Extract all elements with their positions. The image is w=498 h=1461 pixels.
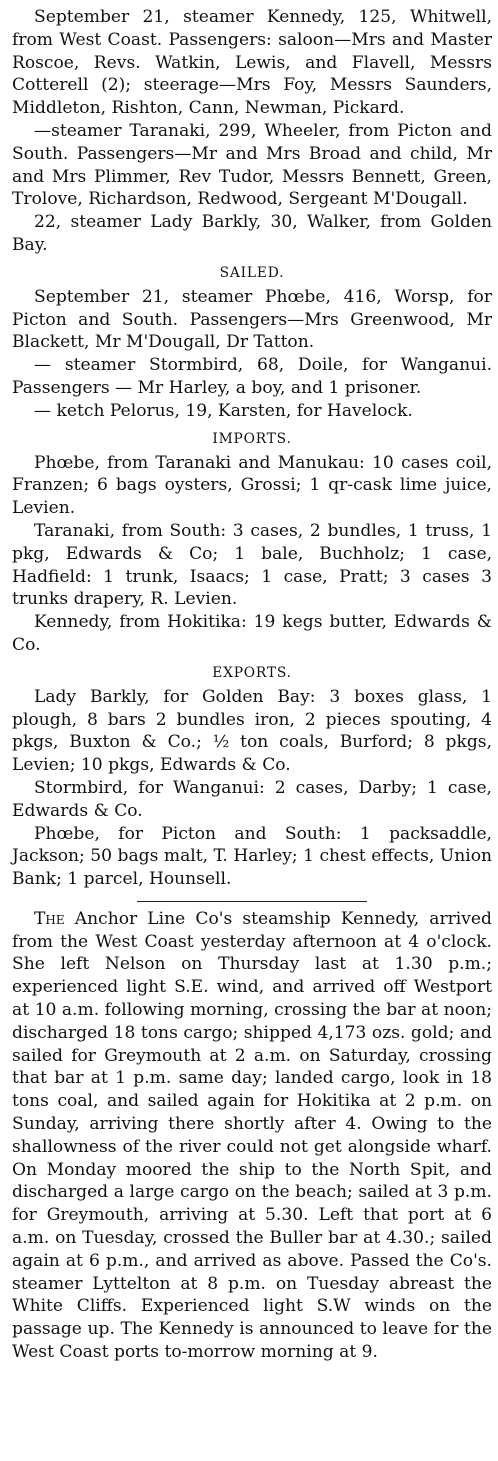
import-entry: Kennedy, from Hokitika: 19 kegs butter, Edwards & Co. [12, 612, 492, 655]
arrived-section [12, 6, 492, 257]
export-entry: Lady Barkly, for Golden Bay: 3 boxes glass, 1 plough, 8 bars 2 bundles iron, 2 pieces spouting, 4 pkgs, Buxton & Co.; ½ ton coals, Burford; 8 pkgs, Levien; 10 pkgs, Edwards & Co. [12, 686, 492, 776]
sailed-heading: SAILED. [219, 264, 285, 281]
shipping-report [12, 908, 492, 1364]
report-paragraph [12, 908, 492, 1364]
sailed-entry: September 21, steamer Phœbe, 416, Worsp, for Picton and South. Passengers—Mrs Greenwood, Mr Blackett, Mr M'Dougall, Dr Tatton. [12, 286, 492, 353]
exports-heading: EXPORTS. [212, 664, 292, 681]
export-entry: Phœbe, for Picton and South: 1 packsaddle, Jackson; 50 bags malt, T. Harley; 1 chest effects, Union Bank; 1 parcel, Hounsell. [12, 823, 492, 890]
imports-section [12, 452, 492, 657]
report-body: Anchor Line Co's steamship Kennedy, arrived from the West Coast yesterday afternoon at 4 o'clock. She left Nelson on Thursday last at 1.30 p.m.; experienced light S.E. wind, and arrived off Westport at 10 a.m. following morning, crossing the bar at noon; discharged 18 tons cargo; shipped 4,173 ozs. gold; and sailed for Greymouth at 2 a.m. on Saturday, crossing that bar at 1 p.m. same day; landed cargo, look in 18 tons coal, and sailed again for Hokitika at 2 p.m. on Sunday, arriving there shortly after 4. Owing to the shallowness of the river could not get alongside wharf. On Monday moored the ship to the North Spit, and discharged a large cargo on the beach; sailed at 3 p.m. for Greymouth, arriving at 5.30. Left that port at 6 a.m. on Tuesday, crossed the Buller bar at 4.30.; sailed again at 6 p.m., and arrived as above. Passed the Co's. steamer Lyttelton at 8 p.m. on Tuesday abreast the White Cliffs. Experienced light S.W winds on the passage up. The Kennedy is announced to leave for the West Coast ports to-morrow morning at 9. [12, 908, 492, 1363]
sailed-entry: — ketch Pelorus, 19, Karsten, for Havelock. [34, 400, 413, 421]
arrival-entry: —steamer Taranaki, 299, Wheeler, from Picton and South. Passengers—Mr and Mrs Broad and child, Mr and Mrs Plimmer, Rev Tudor, Messrs Bennett, Green, Trolove, Richardson, Redwood, Sergeant M'Dougall. [12, 120, 492, 210]
exports-section [12, 686, 492, 891]
sailed-section [12, 286, 492, 423]
arrival-entry: 22, steamer Lady Barkly, 30, Walker, from Golden Bay. [12, 212, 492, 255]
import-entry: Taranaki, from South: 3 cases, 2 bundles, 1 truss, 1 pkg, Edwards & Co; 1 bale, Buchholz; 1 case, Hadfield: 1 trunk, Isaacs; 1 case, Pratt; 3 cases 3 trunks drapery, R. Levien. [12, 520, 492, 610]
export-entry: Stormbird, for Wanganui: 2 cases, Darby; 1 case, Edwards & Co. [12, 777, 492, 821]
imports-heading: IMPORTS. [212, 430, 292, 447]
sailed-entry: — steamer Stormbird, 68, Doile, for Wanganui. Passengers — Mr Harley, a boy, and 1 prisoner. [12, 355, 492, 398]
import-entry: Phœbe, from Taranaki and Manukau: 10 cases coil, Franzen; 6 bags oysters, Grossi; 1 qr-cask lime juice, Levien. [12, 452, 492, 519]
arrival-entry: September 21, steamer Kennedy, 125, Whitwell, from West Coast. Passengers: saloon—Mrs and Master Roscoe, Revs. Watkin, Lewis, and Flavell, Messrs Cotterell (2); steerage—Mrs Foy, Messrs Saunders, Middleton, Rishton, Cann, Newman, Pickard. [12, 7, 492, 119]
section-divider [137, 901, 367, 902]
report-lead-word: The [34, 908, 65, 929]
